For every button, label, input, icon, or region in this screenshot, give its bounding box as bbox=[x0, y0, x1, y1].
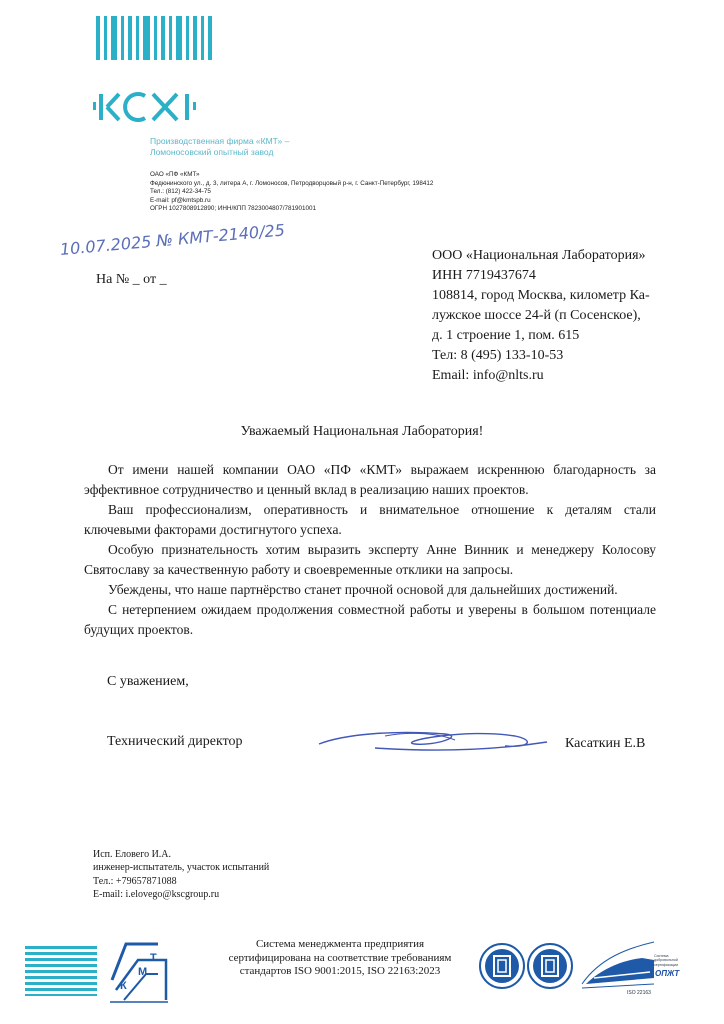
kmt-logo bbox=[108, 940, 170, 1004]
recipient-line: 108814, город Москва, километр Ка- bbox=[432, 288, 650, 303]
company-line: ОАО «ПФ «КМТ» bbox=[150, 171, 200, 178]
iso-22163-label: ISO 22163 bbox=[627, 990, 651, 996]
body-paragraph: Особую признательность хотим выразить эксперту Анне Винник и менеджеру Колосову Святославу за качественную работу и своевременные отклики на запросы. bbox=[84, 542, 656, 577]
body-paragraph: Ваш профессионализм, оперативность и внимательное отношение к деталям стали ключевыми факторами достигнутого успеха. bbox=[84, 502, 656, 537]
opzhd-label-line: Система bbox=[654, 954, 669, 958]
recipient-line: д. 1 строение 1, пом. 615 bbox=[432, 328, 580, 343]
body-paragraph: С нетерпением ожидаем продолжения совместной работы и уверены в большом потенциале будущих проектов. bbox=[84, 602, 656, 637]
contact-line: Тел.: +79657871088 bbox=[93, 875, 177, 887]
company-details bbox=[150, 171, 433, 214]
signer-position: Технический директор bbox=[107, 734, 243, 749]
contact-line: E-mail: i.elovego@kscgroup.ru bbox=[93, 889, 220, 901]
kmt-letter: К bbox=[120, 980, 127, 992]
greeting: Уважаемый Национальная Лаборатория! bbox=[240, 424, 484, 439]
body-paragraph: От имени нашей компании ОАО «ПФ «КМТ» выражаем искреннюю благодарность за эффективное сотрудничество и ценный вклад в реализацию наших проектов. bbox=[84, 462, 656, 497]
reference-line: На № _ от _ bbox=[96, 272, 167, 287]
handwritten-outgoing-number: 10.07.2025 № КМТ-2140/25 bbox=[59, 220, 286, 259]
executor-contact bbox=[93, 848, 269, 902]
contact-line: инженер-испытатель, участок испытаний bbox=[93, 862, 270, 874]
opzhd-name: ОПЖТ bbox=[655, 969, 680, 978]
recipient-line: Тел: 8 (495) 133-10-53 bbox=[432, 348, 564, 363]
subtitle-line: Производственная фирма «КМТ» – bbox=[150, 136, 290, 146]
subtitle-line: Ломоносовский опытный завод bbox=[150, 147, 274, 157]
opzhd-label-line: добровольной bbox=[654, 958, 678, 963]
company-line: Федюнинского ул., д. 3, литера А, г. Ломоносов, Петродворцовый р-н, г. Санкт-Петербург, 198412 bbox=[150, 179, 434, 187]
ksc-logo bbox=[93, 90, 213, 130]
iso-seal-icon bbox=[526, 942, 574, 990]
opzhd-label-line: сертификации bbox=[654, 962, 679, 967]
company-subtitle bbox=[150, 136, 289, 158]
opzhd-label bbox=[654, 954, 678, 967]
letter-body bbox=[84, 460, 656, 640]
kmt-letter: М bbox=[138, 966, 148, 978]
recipient-line: лужское шоссе 24-й (п Сосенское), bbox=[432, 308, 641, 323]
striped-logo-icon bbox=[25, 946, 97, 996]
signature-icon bbox=[315, 722, 550, 758]
recipient-line: Email: info@nlts.ru bbox=[432, 368, 544, 383]
kmt-letter: Т bbox=[150, 952, 157, 964]
iso-seal-icon bbox=[478, 942, 526, 990]
body-paragraph: Убеждены, что наше партнёрство станет прочной основой для дальнейших достижений. bbox=[108, 582, 618, 597]
regards: С уважением, bbox=[107, 674, 189, 689]
train-logo-icon bbox=[580, 938, 656, 990]
cert-line: стандартов ISO 9001:2015, ISO 22163:2023 bbox=[239, 965, 441, 977]
cert-line: Система менеджмента предприятия bbox=[255, 938, 425, 950]
certification-text bbox=[180, 938, 500, 979]
contact-line: Исп. Еловего И.А. bbox=[93, 849, 172, 860]
cert-line: сертифицирована на соответствие требованиям bbox=[228, 951, 452, 964]
barcode-logo-icon bbox=[96, 16, 212, 60]
recipient-block bbox=[432, 246, 682, 386]
signer-name: Касаткин Е.В bbox=[565, 736, 646, 751]
company-line: Тел.: (812) 422-34-75 bbox=[150, 188, 211, 196]
recipient-line: ИНН 7719437674 bbox=[432, 268, 536, 283]
recipient-line: ООО «Национальная Лаборатория» bbox=[432, 248, 646, 263]
company-line: E-mail: pf@kmtspb.ru bbox=[150, 196, 211, 204]
company-line: ОГРН 1027808912890; ИНН/КПП 7823004807/781901001 bbox=[150, 205, 316, 213]
ksc-logo-icon bbox=[93, 90, 213, 130]
